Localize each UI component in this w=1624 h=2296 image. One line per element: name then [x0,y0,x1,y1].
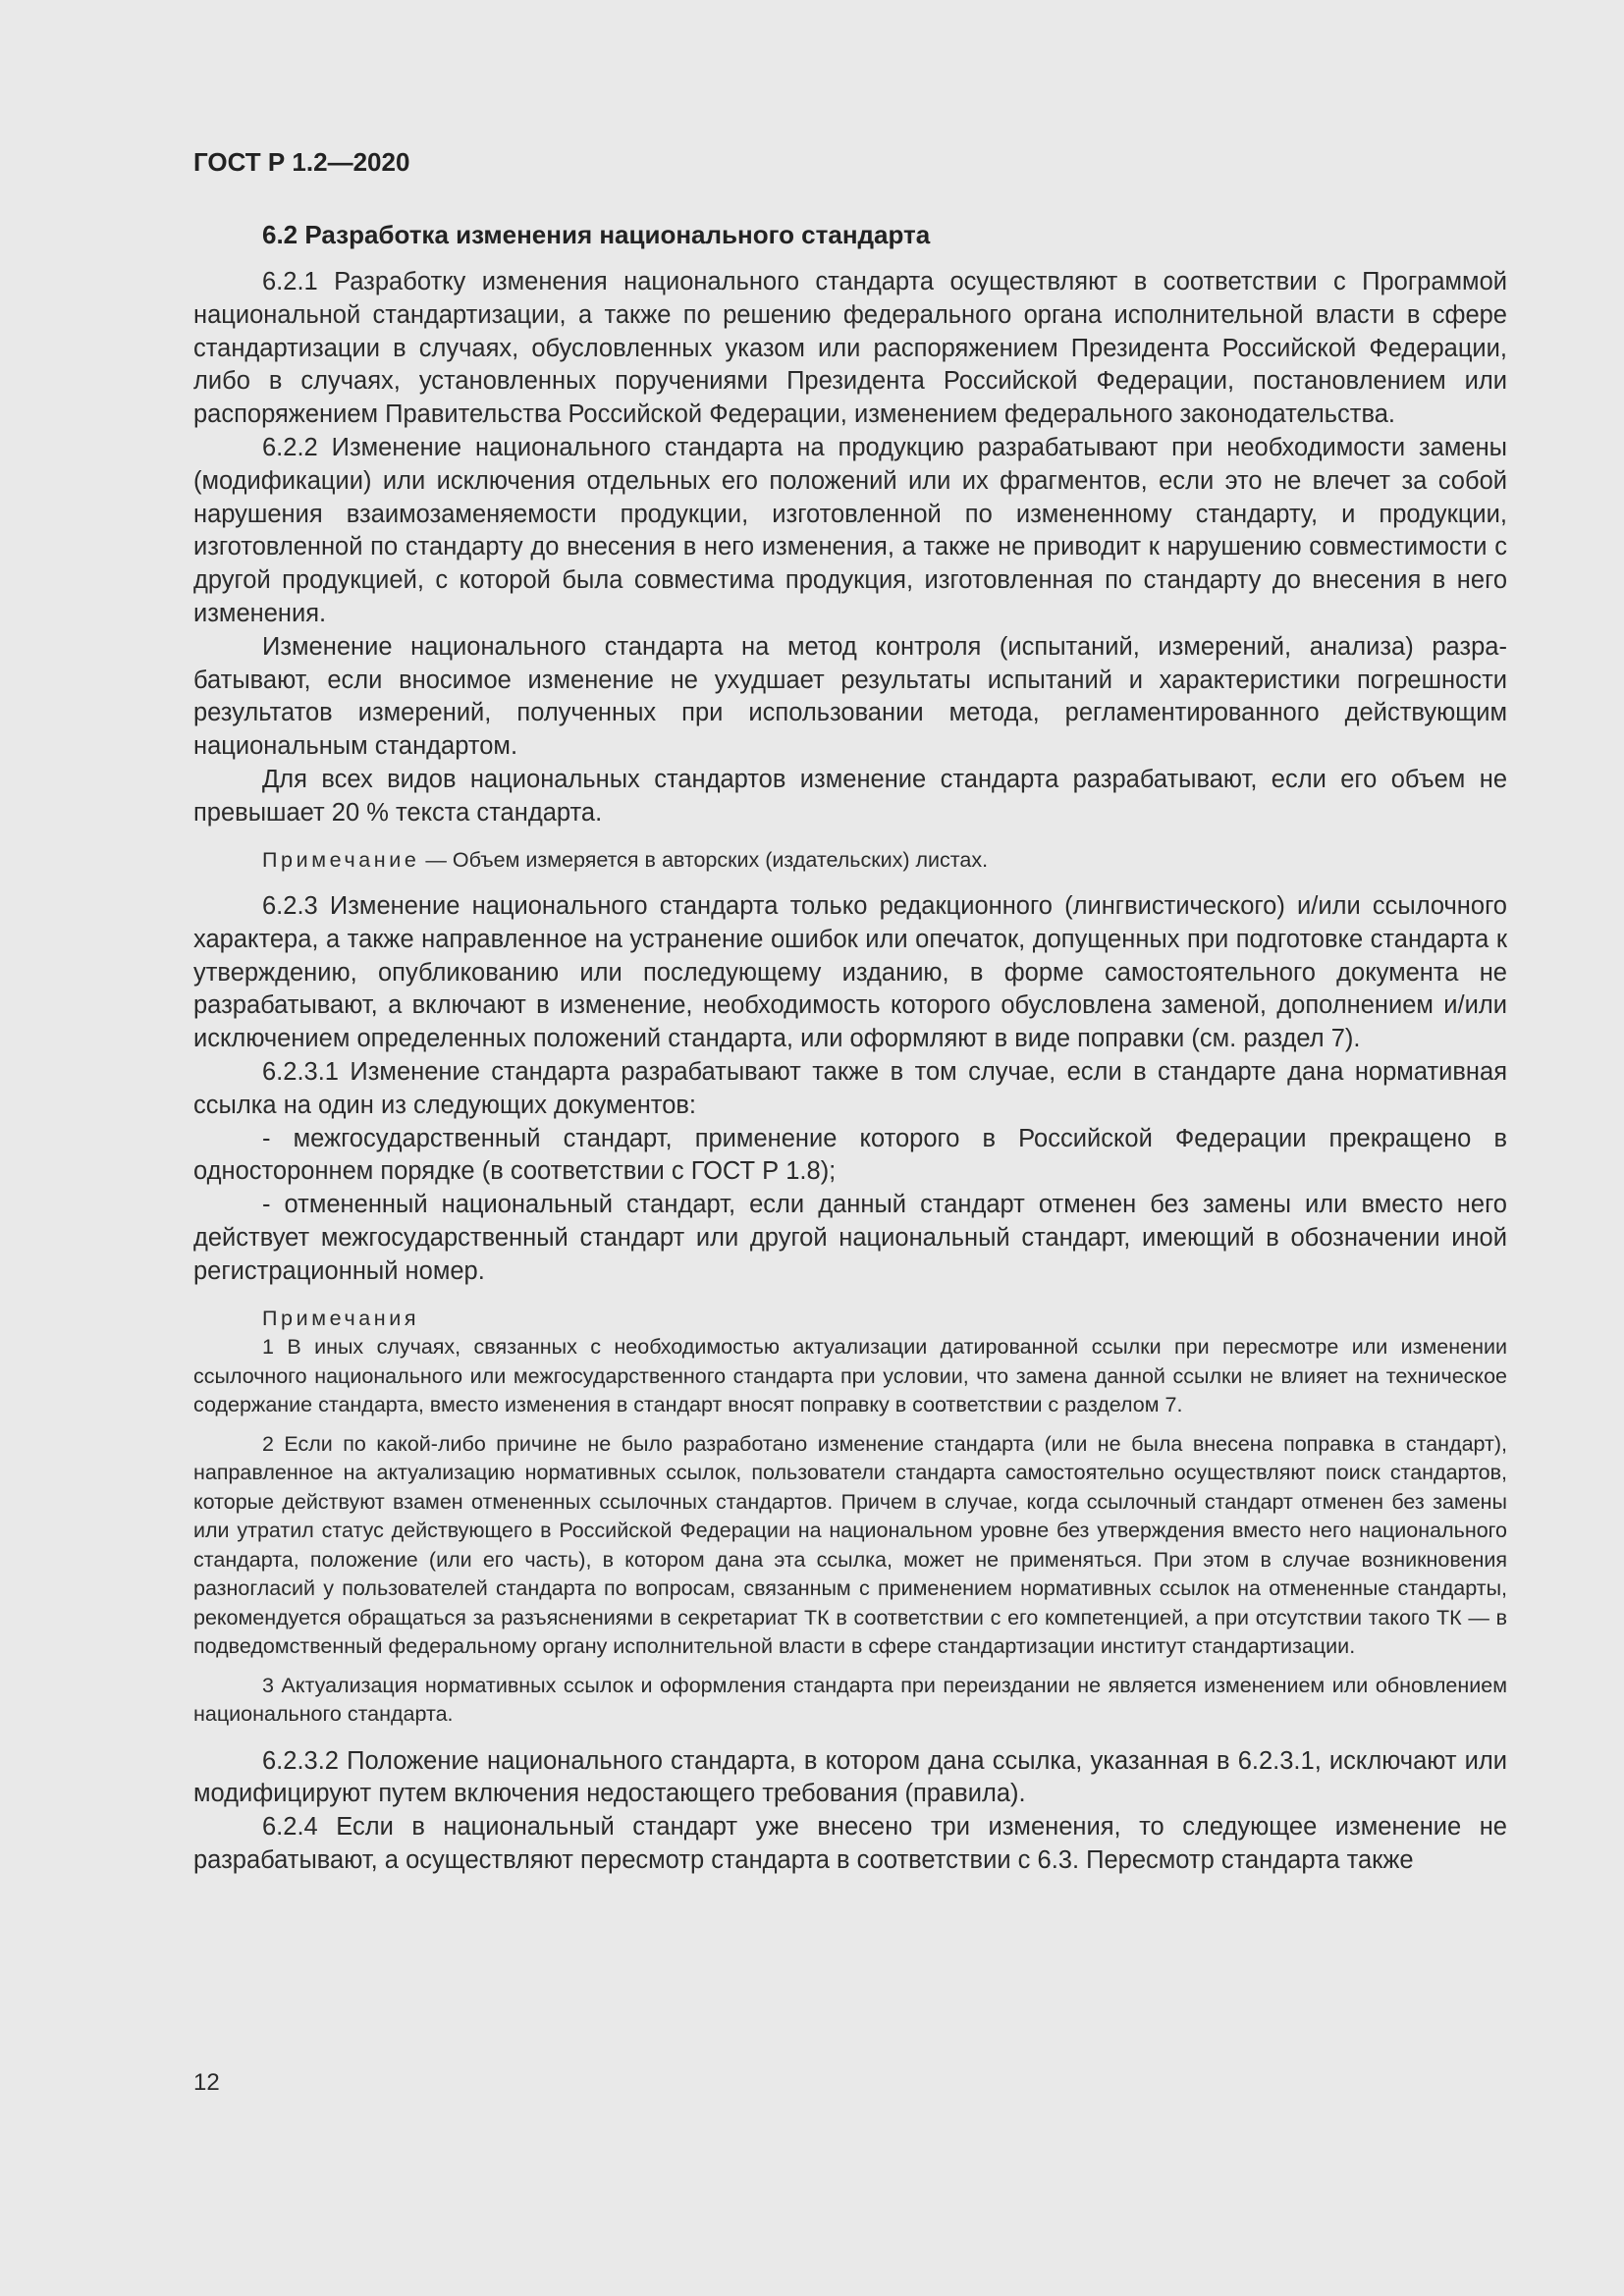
note-1: 1 В иных случаях, связанных с необходимостью актуализации датированной ссылки при пересмотре или изменении ссылочного национального или межгосударственного стандарта при условии, что замена данной ссылки не влияет на техническое содержание стандарта, вместо изменения в стандарт вносят поправку в соответствии с разделом 7. [193,1335,1507,1417]
note-3: 3 Актуализация нормативных ссылок и оформления стандарта при переиздании не является изменением или обновлением национального стандарта. [193,1673,1507,1727]
document-code: ГОСТ Р 1.2—2020 [193,147,410,177]
paragraph-6-2-3-1: 6.2.3.1 Изменение стандарта разрабатывают также в том случае, если в стандарте дана нормативная ссылка на один из следующих документов: [193,1058,1507,1119]
page-content [193,218,1507,1878]
paragraph-6-2-4: 6.2.4 Если в национальный стандарт уже внесено три изменения, то следующее изменение не разрабатывают, а осуществляют пересмотр стандарта в соответствии с 6.3. Пересмотр стандарта также [193,1813,1507,1874]
paragraph-6-2-2: 6.2.2 Изменение национального стандарта на продукцию разрабатывают при необходимости замены (модификации) или исключения отдельных его положений или их фрагментов, если это не влечет за собой нарушения взаимозаменяемости продукции, изготовленной по измененному стандарту, и продукции, изготовленной по стандарту до внесения в него изменения, а также не приводит к нарушению совместимости с другой продукцией, с которой была совместима продукция, изготовленная по стандарту до внесения в него изменения. [193,433,1507,627]
paragraph-volume-limit: Для всех видов национальных стандартов изменение стандарта разрабатывают, если его объем не превышает 20 % текста стандарта. [193,765,1507,827]
paragraph-6-2-3: 6.2.3 Изменение национального стандарта только редакционного (лингвистического) и/или ссылочного характера, а также направленное на устранение ошибок или опечаток, допущенных при подготовке стандарта к утверждению, опубликованию или последующему изданию, в форме самостоятельного документа не разрабатывают, а включают в изменение, необходимость которого обусловлена заменой, дополнением и/или исключением определенных положений стандарта, или оформляют в виде поправки (см. раздел 7). [193,892,1507,1053]
section-title: 6.2 Разработка изменения национального стандарта [262,220,931,249]
note-text: — Объем измеряется в авторских (издательских) листах. [419,847,989,872]
paragraph-method-control: Изменение национального стандарта на метод контроля (испытаний, измерений, анализа) разрабатывают, если вносимое изменение не ухудшает результаты испытаний и характеристики погрешности результатов измерений, полученных при использовании метода, регламентированного действующим национальным стандартом. [193,632,1507,761]
list-item-interstate-standard: - межгосударственный стандарт, применение которого в Российской Федерации прекращено в одностороннем порядке (в соответствии с ГОСТ Р 1.8); [193,1124,1507,1186]
page-number: 12 [193,2069,220,2096]
note-2: 2 Если по какой-либо причине не было разработано изменение стандарта (или не была внесена поправка в стандарт), направленное на актуализацию нормативных ссылок, пользователи стандарта самостоятельно осуществляют поиск стандартов, которые действуют взамен отмененных ссылочных стандартов. Причем в случае, когда ссылочный стандарт отменен без замены или утратил статус действующего в Российской Федерации на национальном уровне без утверждения вместо него национального стандарта, положение (или его часть), в котором дана эта ссылка, может не применяться. При этом в случае возникновения разногласий у пользователей стандарта по вопросам, связанным с применением нормативных ссылок на отмененные стандарты, рекомендуется обращаться за разъяснениями в секретариат ТК в соответствии с его компетенцией, а при отсутствии такого ТК — в подведомственный федеральному органу исполнительной власти в сфере стандартизации институт стандартизации. [193,1431,1507,1659]
note-label: Примечание [262,847,420,872]
list-item-cancelled-standard: - отмененный национальный стандарт, если данный стандарт отменен без замены или вместо него действует межгосударственный стандарт или другой национальный стандарт, имеющий в обозначении иной регистрационный номер. [193,1191,1507,1285]
paragraph-6-2-3-2: 6.2.3.2 Положение национального стандарта, в котором дана ссылка, указанная в 6.2.3.1, исключают или модифицируют путем включения недостающего требования (правила). [193,1746,1507,1808]
notes-label: Примечания [262,1306,420,1330]
paragraph-6-2-1: 6.2.1 Разработку изменения национального стандарта осуществляют в соответствии с Программой национальной стандартизации, а также по решению федерального органа исполнительной власти в сфере стандартизации в случаях, обусловленных указом или распоряжением Президента Российской Федерации, либо в случаях, установленных поручениями Президента Российской Федерации, постановлением или распоряжением Правительства Российской Федерации, изменением федерального законодательства. [193,268,1507,429]
note-volume [193,846,1507,876]
